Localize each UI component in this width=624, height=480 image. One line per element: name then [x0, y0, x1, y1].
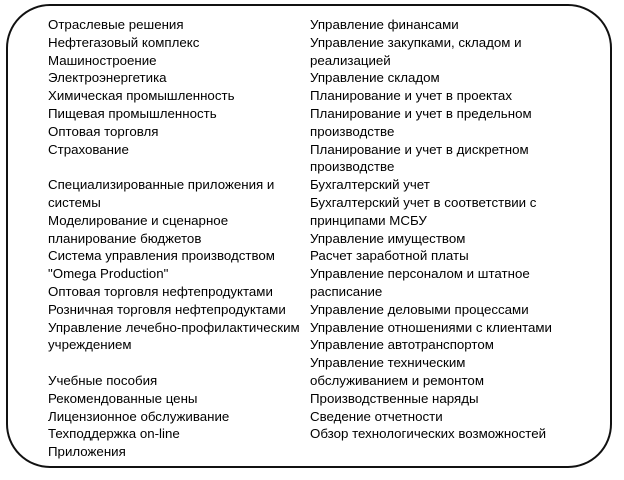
- list-item: Обзор технологических возможностей: [310, 426, 547, 442]
- list-item: Управление лечебно-профилактическим учреждением: [48, 319, 300, 353]
- list-item: Планирование и учет в дискретном производстве: [310, 141, 529, 175]
- list-item: Производственные наряды: [310, 390, 479, 406]
- list-item: Оптовая торговля нефтепродуктами: [48, 283, 273, 299]
- list-item-section-industry: Отраслевые решения: [48, 17, 184, 32]
- list-item-section-specialized: Специализированные приложения и системы: [48, 177, 275, 210]
- list-item: Нефтегазовый комплекс: [48, 34, 200, 50]
- list-item: Управление техническим обслуживанием и ремонтом: [310, 355, 484, 388]
- list-item: Оптовая торговля: [48, 123, 159, 139]
- list-item: Лицензионное обслуживание: [48, 408, 230, 424]
- list-item: Управление отношениями с клиентами: [310, 319, 552, 335]
- list-item: Управление финансами: [310, 17, 459, 32]
- list-item: Моделирование и сценарное планирование бюджетов: [48, 212, 229, 246]
- list-item: Страхование: [48, 141, 129, 157]
- right-column-list: [310, 16, 560, 443]
- list-item: Управление складом: [310, 70, 440, 86]
- list-item: Учебные пособия: [48, 372, 158, 388]
- list-spacer: [48, 158, 304, 176]
- list-item: Приложения: [48, 444, 126, 460]
- list-item: Управление автотранспортом: [310, 337, 494, 353]
- list-spacer: [48, 354, 304, 372]
- list-item: Система управления производством "Omega Production": [48, 248, 275, 282]
- list-item: Электроэнергетика: [48, 70, 167, 86]
- list-item: Управление деловыми процессами: [310, 301, 529, 317]
- list-item: Управление имуществом: [310, 230, 466, 246]
- list-item: Техподдержка on-line: [48, 426, 180, 442]
- list-item: Бухгалтерский учет: [310, 177, 430, 193]
- list-item: Бухгалтерский учет в соответствии с принципами МСБУ: [310, 194, 537, 228]
- list-item: Машиностроение: [48, 52, 157, 68]
- list-item: Розничная торговля нефтепродуктами: [48, 301, 286, 317]
- list-item: Рекомендованные цены: [48, 390, 198, 406]
- list-item: Планирование и учет в предельном производстве: [310, 105, 532, 139]
- list-item: Химическая промышленность: [48, 88, 235, 104]
- list-item: Пищевая промышленность: [48, 105, 217, 121]
- left-column-list: [48, 16, 304, 461]
- list-item: Управление персоналом и штатное расписание: [310, 266, 530, 299]
- list-item: Управление закупками, складом и реализацией: [310, 34, 522, 68]
- list-item: Расчет заработной платы: [310, 248, 469, 264]
- list-item: Сведение отчетности: [310, 408, 443, 424]
- list-item: Планирование и учет в проектах: [310, 88, 512, 104]
